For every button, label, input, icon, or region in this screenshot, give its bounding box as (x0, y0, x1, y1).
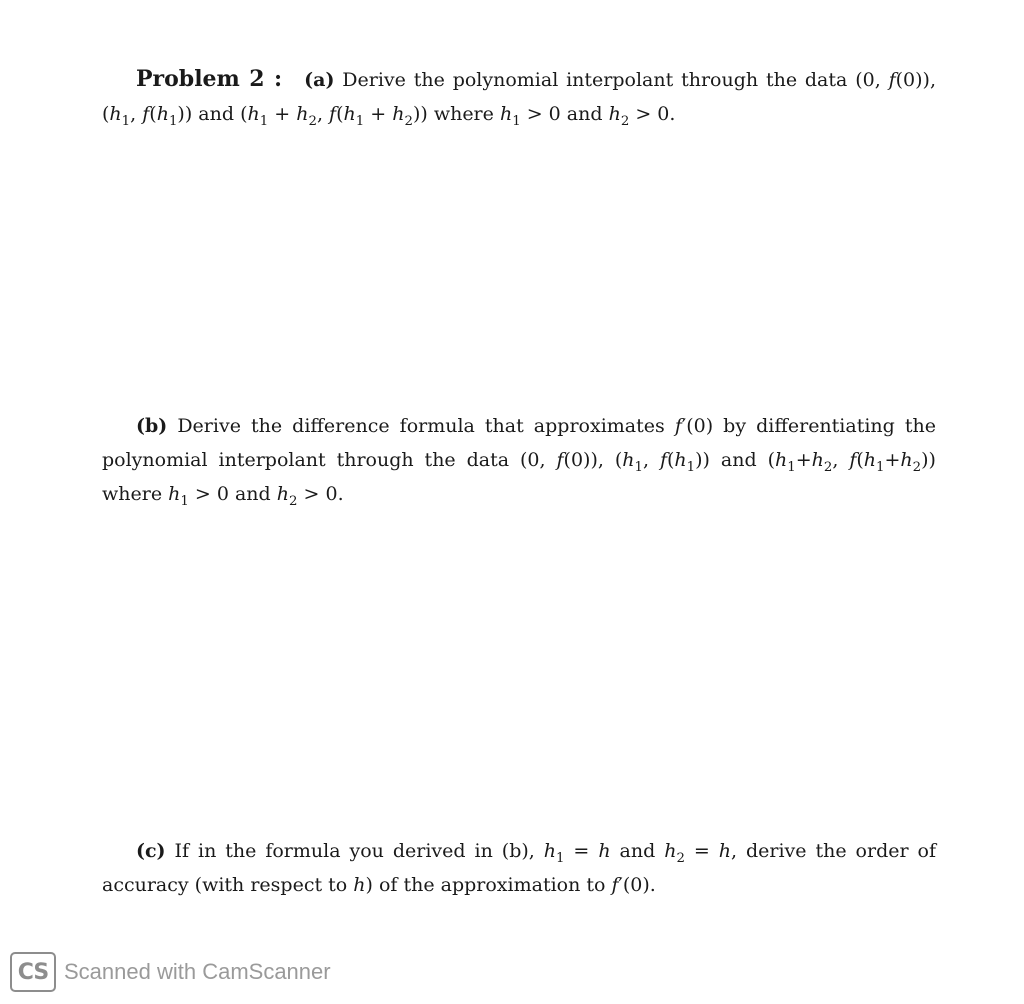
math-h2-equals-h: $h_2 = h$ (664, 840, 731, 866)
problem-heading: Problem 2 : (136, 66, 283, 92)
part-c-label: (c) (136, 840, 166, 862)
part-b-text-2: by differentiating the polynomial interpolant through the data (102, 415, 936, 471)
math-point-h1: ($h_1$, $f(h_1)$) (102, 103, 193, 129)
math-point-h1h2: ($h_1+h_2$, $f(h_1+h_2)$) (767, 449, 936, 475)
math-point-0: (0, f(0)) (520, 449, 598, 471)
part-a-text-2: and (198, 103, 235, 125)
part-b-text-4: where (102, 483, 163, 505)
math-h1-positive: $h_1 > 0$ (168, 483, 229, 509)
math-h1-equals-h: $h_1 = h$ (543, 840, 611, 866)
math-h2-positive: $h_2 > 0$ (276, 483, 338, 509)
part-b-text-3: and (720, 449, 757, 471)
math-point-h1: ($h_1$, $f(h_1)$) (614, 449, 710, 475)
math-h1-positive: $h_1 > 0$ (499, 103, 561, 129)
part-c-text-4: ) of the approximation to (365, 874, 606, 896)
part-c-text-3: , derive the order of accuracy (with respect to (102, 840, 936, 896)
part-b-text-5: and (234, 483, 271, 505)
camscanner-watermark (10, 950, 331, 994)
part-a-text-1: Derive the polynomial interpolant through the data (342, 69, 848, 91)
part-b-label: (b) (136, 415, 168, 437)
problem-part-c: (c) If in the formula you derived in (b), $h_1 = h$ and $h_2 = h$, derive the order of accuracy (with respect to h) of the approximation to f′(0). (102, 840, 936, 896)
math-h: h (353, 874, 366, 896)
math-point-0: (0, f(0)) (855, 69, 930, 91)
watermark-text: Scanned with CamScanner (64, 959, 331, 984)
part-c-text-1: If in the formula you derived in (b), (174, 840, 535, 862)
part-a-label: (a) (304, 69, 335, 91)
math-h2-positive: $h_2 > 0$ (608, 103, 670, 129)
math-point-h1h2: ($h_1 + h_2$, $f(h_1 + h_2)$) (240, 103, 428, 129)
part-c-text-2: and (619, 840, 656, 862)
part-a-text-4: and (566, 103, 603, 125)
part-a-text-3: where (433, 103, 494, 125)
math-fprime-0: f′(0) (674, 415, 714, 437)
part-b-text-1: Derive the difference formula that approximates (177, 415, 665, 437)
problem-part-a: Problem 2 : (a) Derive the polynomial interpolant through the data (0, f(0)), ($h_1$, $f(h_1)$) and ($h_1 + h_2$, $f(h_1 + h_2)$) where $h_1 > 0$ and $h_2 > 0$. (102, 66, 936, 129)
problem-part-b: (b) Derive the difference formula that approximates f′(0) by differentiating the polynomial interpolant through the data (0, f(0)), ($h_1$, $f(h_1)$) and ($h_1+h_2$, $f(h_1+h_2)$) where $h_1 > 0$ and $h_2 > 0$. (102, 415, 936, 509)
math-fprime-0: f′(0) (611, 874, 650, 896)
camscanner-logo-icon: CS (10, 952, 56, 992)
